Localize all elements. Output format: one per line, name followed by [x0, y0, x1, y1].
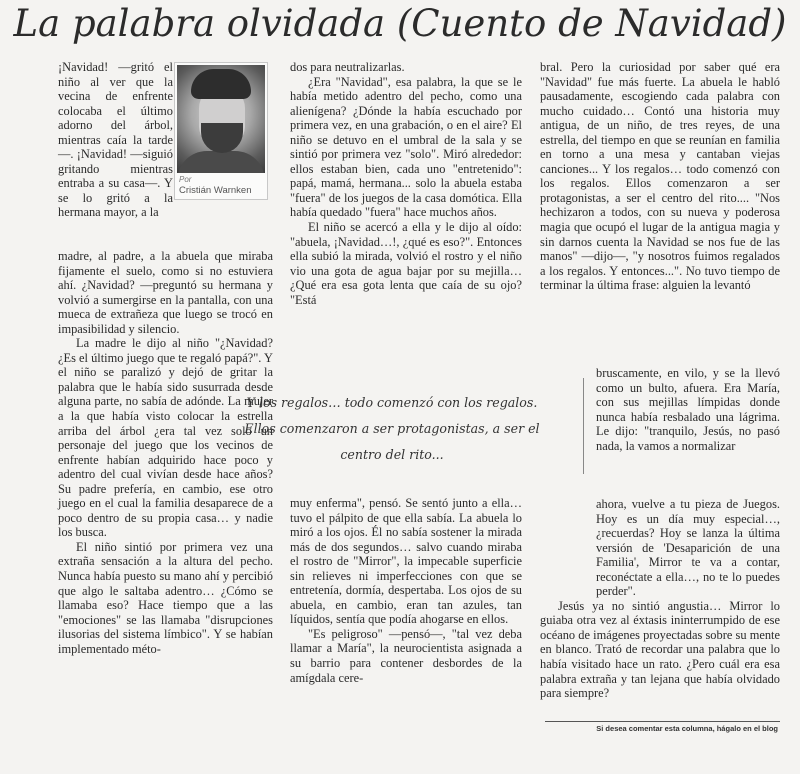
- article-column-3-bottom: [540, 497, 780, 701]
- article-column-2: [290, 60, 522, 307]
- article-paragraph: bruscamente, en vilo, y se la llevó como un bulto, afuera. Era María, con sus mejillas límpidas donde nunca había resbalado una lágrima. Le dijo: "tranquilo, Jesús, no pasó nada, la vamos a normalizar: [596, 366, 780, 453]
- author-name: Cristián Warnken: [179, 185, 252, 196]
- article-paragraph: ¡Navidad! —gritó el niño al ver que la vecina de enfrente colocaba el último adorno del árbol, mientras caía la tarde—. ¡Navidad! —siguió gritando mientras entraba a su casa—. Y se lo gritó a la hermana mayor, a la: [58, 60, 173, 220]
- author-portrait-image: [177, 65, 265, 173]
- pull-quote-divider: [583, 378, 584, 474]
- pull-quote-line: Ellos comenzaron a ser protagonistas, a ser el: [244, 421, 540, 436]
- article-column-3-inset: [596, 366, 780, 453]
- article-column-3: [540, 60, 780, 293]
- article-column-2-bottom: [290, 496, 522, 685]
- article-paragraph: bral. Pero la curiosidad por saber qué era "Navidad" fue más fuerte. La abuela le habló pausadamente, escogiendo cada palabra con mucho cuidado… Contó una historia muy antigua, de un niño, de tres reyes, de una estrella, del tiempo en que se reunían en familia en torno a una mesa y cantaban viejas canciones... Y los regalos… todo comenzó con los regalos. Ellos comenzaron a ser protagonistas, a ser el centro del rito.... "Nos hechizaron a todos, con su nueva y poderosa magia que ocupó el lugar de la antigua magia y sin darnos cuenta la Navidad se nos fue de las manos" —dijo—, "y nosotros fuimos regalados a los regalos. Y entonces...". No tuvo tiempo de terminar la última frase: alguien la levantó: [540, 60, 780, 293]
- blog-comment-note[interactable]: Si desea comentar esta columna, hágalo en el blog: [596, 724, 778, 733]
- article-paragraph: La madre le dijo al niño "¿Navidad? ¿Es el último juego que te regaló papá?". Y el niño se paralizó y dejó de gritar la palabra que le había sido susurrada desde alguna parte, no sabía de adónde. La mujer a la que había visto colocar la estrella arriba del árbol ¿era tal vez solo un personaje del juego que los vecinos de enfrente habían adquirido hace poco y adentro del cual vivían desde hace años? Su padre prefería, en cambio, ese otro juego en el cual la familia desaparece de a poco dentro de su propia casa… y nadie los busca.: [58, 336, 273, 540]
- article-paragraph: ¿Era "Navidad", esa palabra, la que se le había metido adentro del pecho, como una alienígena? ¿Dónde la había escuchado por primera vez, en una grabación, o en el aire? El niño se detuvo en el umbral de la sala y se sintió por primera vez "solo". Miró alrededor: ellos estaban bien, cada uno "entretenido": papá, mamá, hermana... solo la abuela estaba "fuera" de los juegos de la casa domótica. Ella había quedado "fuera" hace muchos años.: [290, 74, 522, 220]
- article-paragraph: muy enferma", pensó. Se sentó junto a ella… tuvo el pálpito de que ella sabía. La abuela lo miró a los ojos. Él no sabía sostener la mirada más de dos segundos… salvo cuando miraba el rostro de "Mirror", la impecable superficie sin relieves ni imperfecciones con que se entretenía, dormía, despertaba. Los ojos de su abuela, en cambio, eran tan azules, tan líquidos, sentía que podía ahogarse en ellos.: [290, 496, 522, 627]
- footer-divider: [545, 721, 780, 722]
- article-paragraph: ahora, vuelve a tu pieza de Juegos. Hoy es un día muy especial…, ¿recuerdas? Hoy se lanza la última versión de 'Desaparición de una Familia', Mirror te va a contar, reconéctate a ella…, no te lo puedes perder".: [596, 497, 780, 599]
- article-paragraph: "Es peligroso" —pensó—, "tal vez deba llamar a María", la neurocientista asignada a su barrio para contener desbordes de la amígdala cere-: [290, 626, 522, 685]
- article-paragraph: dos para neutralizarlas.: [290, 60, 405, 74]
- article-paragraph: El niño sintió por primera vez una extraña sensación a la altura del pecho. Nunca había puesto su mano ahí y percibió que algo le saltaba adentro… ¿Cómo se llamaba eso? Hace tiempo que a las "emociones" se las llamaba "disrupciones ilusorias del sistema límbico". Y se habían implementado méto-: [58, 539, 273, 656]
- article-title: La palabra olvidada (Cuento de Navidad): [13, 2, 787, 45]
- pull-quote-line: Y los regalos… todo comenzó con los regalos.: [246, 395, 538, 410]
- pull-quote: [232, 390, 552, 468]
- article-paragraph: madre, al padre, a la abuela que miraba fijamente el suelo, como si no estuviera ahí. ¿Navidad? —preguntó su hermana y volvió a sumergirse en la pantalla, con una mueca de extrañeza que luego se trocó en impasibilidad y silencio.: [58, 249, 273, 336]
- byline-prefix: Por: [179, 175, 192, 184]
- article-paragraph: Jesús ya no sintió angustia… Mirror lo guiaba otra vez al éxtasis ininterrumpido de ese océano de imágenes proyectadas sobre su mente en blanco. Trató de recordar una palabra que lo había visitado hace un rato. ¿Pero cuál era esa palabra extraña y tan lejana que había olvidado para siempre?: [540, 598, 780, 701]
- article-column-1-top: [58, 60, 173, 220]
- article-paragraph: El niño se acercó a ella y le dijo al oído: "abuela, ¡Navidad…!, ¿qué es eso?". Entonces ella subió la mirada, volvió el rostro y el niño vio una gota de agua bajar por su mejilla… ¿Qué era esa gota lenta que caía de su ojo? "Está: [290, 220, 522, 307]
- pull-quote-line: centro del rito...: [340, 447, 444, 462]
- author-photo: [174, 62, 268, 200]
